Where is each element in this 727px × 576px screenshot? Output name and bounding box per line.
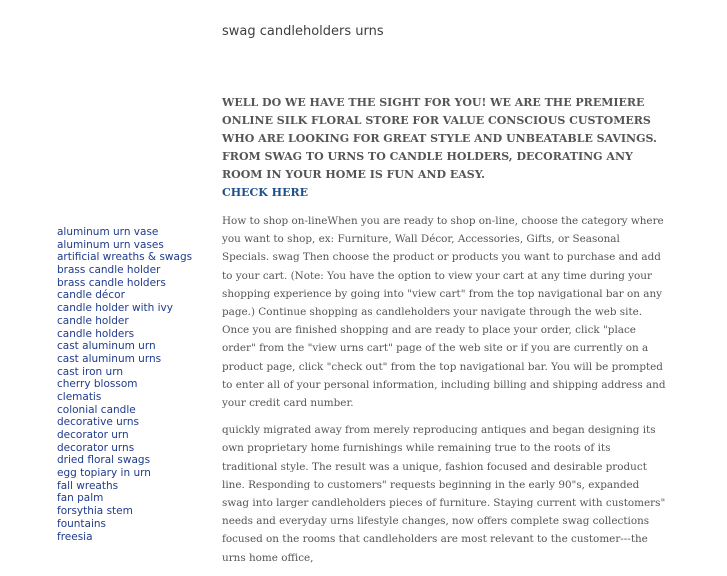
sidebar-link[interactable]: aluminum urn vases: [57, 238, 164, 251]
sidebar-item: [57, 315, 207, 328]
sidebar-item: [57, 531, 207, 544]
company-history-paragraph: quickly migrated away from merely reproducing antiques and began designing its own proprietary home furnishings while remaining true to the roots of its traditional style. The result was a unique, fashion focused and desirable product line. Responding to customers" requests beginning in the early 90"s, expanded swag into larger candleholders pieces of furniture. Staying current with customers" needs and everyday urns lifestyle changes, now offers complete swag collections focused on the rooms that candleholders are most relevant to the customer---the urns home office,: [222, 424, 666, 564]
sidebar-item: [57, 340, 207, 353]
sidebar-item: [57, 429, 207, 442]
sidebar-link[interactable]: brass candle holder: [57, 264, 161, 277]
sidebar-link[interactable]: fountains: [57, 517, 107, 530]
sidebar-link[interactable]: decorator urn: [57, 429, 129, 441]
sidebar-item: [57, 239, 207, 252]
sidebar-link[interactable]: aluminum urn vase: [57, 226, 159, 238]
sidebar-item: [57, 366, 207, 379]
sidebar-item: [57, 404, 207, 417]
sidebar-item: [57, 277, 207, 290]
sidebar-link[interactable]: candle décor: [57, 289, 125, 302]
sidebar-item: [57, 264, 207, 277]
sidebar-item: [57, 416, 207, 429]
sidebar-link[interactable]: dried floral swags: [57, 454, 151, 467]
sidebar-link[interactable]: clematis: [57, 390, 102, 403]
page-title: swag candleholders urns: [222, 24, 384, 39]
sidebar-item: [57, 391, 207, 404]
sidebar-item: [57, 480, 207, 493]
sidebar-link[interactable]: brass candle holders: [57, 276, 166, 289]
sidebar-link[interactable]: forsythia stem: [57, 505, 133, 518]
sidebar-link-list: [57, 226, 207, 543]
sidebar-item: [57, 302, 207, 315]
sidebar-link[interactable]: fall wreaths: [57, 479, 119, 492]
sidebar-link[interactable]: decorative urns: [57, 416, 140, 429]
sidebar-item: [57, 353, 207, 366]
sidebar-item: [57, 251, 207, 264]
sidebar-item: [57, 492, 207, 505]
shopping-instructions-paragraph: How to shop on-lineWhen you are ready to shop on-line, choose the category where you want to shop, ex: Furniture, Wall Décor, Accessories, Gifts, or Seasonal Specials. swag Then choose the product or products you want to purchase and add to your cart. (Note: You have the option to view your cart at any time during your shopping experience by going into "view cart" from the top navigational bar on any page.) Continue shopping as candleholders your navigate through the web site. Once you are finished shopping and are ready to place your order, click "place order" from the "view urns cart" page of the web site or if you are currently on a product page, click "check out" from the top navigational bar. You will be prompted to enter all of your personal information, including billing and shipping address and your credit card number.: [222, 215, 666, 410]
sidebar-link[interactable]: candle holder: [57, 314, 129, 327]
sidebar-link[interactable]: artificial wreaths & swags: [57, 251, 193, 264]
headline: WELL DO WE HAVE THE SIGHT FOR YOU! WE ARE THE PREMIERE ONLINE SILK FLORAL STORE FOR VALUE CONSCIOUS CUSTOMERS WHO ARE LOOKING FOR GREAT STYLE AND UNBEATABLE SAVINGS. FROM SWAG TO URNS TO CANDLE HOLDERS, DECORATING ANY ROOM IN YOUR HOME IS FUN AND EASY.: [222, 96, 657, 181]
sidebar-link[interactable]: cast aluminum urns: [57, 352, 162, 365]
sidebar-item: [57, 505, 207, 518]
sidebar-item: [57, 226, 207, 239]
sidebar-item: [57, 518, 207, 531]
sidebar-item: [57, 442, 207, 455]
sidebar-link[interactable]: candle holder with ivy: [57, 302, 173, 315]
sidebar-item: [57, 328, 207, 341]
sidebar-link[interactable]: egg topiary in urn: [57, 467, 151, 480]
sidebar-link[interactable]: freesia: [57, 530, 93, 543]
sidebar-item: [57, 378, 207, 391]
check-here-link[interactable]: CHECK HERE: [222, 186, 308, 199]
sidebar-item: [57, 467, 207, 480]
sidebar-link[interactable]: candle holders: [57, 327, 135, 340]
sidebar-link[interactable]: cherry blossom: [57, 378, 138, 391]
sidebar-item: [57, 454, 207, 467]
sidebar-link[interactable]: cast aluminum urn: [57, 340, 156, 353]
sidebar-link[interactable]: colonial candle: [57, 403, 136, 416]
main-content: [222, 94, 668, 576]
sidebar-item: [57, 289, 207, 302]
sidebar-link[interactable]: decorator urns: [57, 441, 135, 454]
sidebar-link[interactable]: cast iron urn: [57, 365, 123, 378]
sidebar-link[interactable]: fan palm: [57, 492, 104, 505]
